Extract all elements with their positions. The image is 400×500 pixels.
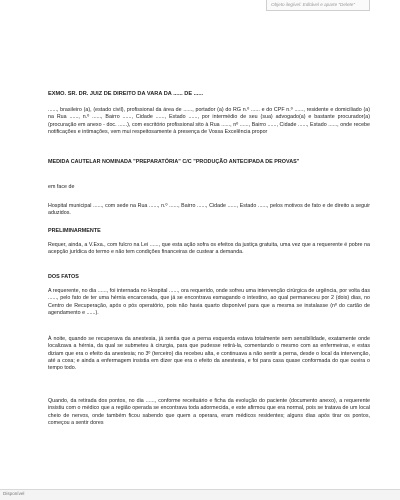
facts-title: DOS FATOS	[48, 274, 79, 280]
facts-paragraph-2: À noite, quando se recuperava da anestesia, já sentia que a perna esquerda estava totalmente sem sensibilidade, exatamente onde localizava a hérnia, da qual se submeteu à cirurgia, para que pudesse retirá-la, comentando o mesmo com as enfermeiras, e estas diziam que era o efeito da anestesia; no 3º (terceiro) dia recebeu alta, e continuava a não sentir a perna, desde o local da intervenção, até a coxa; e ainda a enfermagem insistia em dizer que era o efeito da anestesia, e foi para casa quase conformada do que ouvira o tempo todo.	[48, 336, 370, 372]
status-label: Disponível	[3, 491, 25, 496]
document-page	[48, 0, 370, 488]
action-title: MEDIDA CAUTELAR NOMINADA "PREPARATÓRIA" C/C "PRODUÇÃO ANTECIPADA DE PROVAS"	[48, 159, 300, 165]
preliminary-paragraph: Requer, ainda, a V.Exa., com fulcro na Lei ......, que esta ação sofra os efeitos da justiça gratuita, uma vez que a requerente é pobre na acepção jurídica do termo e não tem condições financeiras de custear a demanda.	[48, 242, 370, 256]
addressee-heading: EXMO. SR. DR. JUIZ DE DIREITO DA VARA DA ...... DE ......	[48, 91, 204, 97]
comment-text: Objeto ilegível: Editável e aparte "Delete"	[271, 2, 355, 7]
against-text: em face de	[48, 184, 75, 190]
facts-paragraph-3: Quando, da retirada dos pontos, no dia ......, conforme receituário e ficha da evolução do paciente (documento anexo), a requerente insistiu com o médico que a região operada se encontrava toda adormecida, e este afirmou que era normal, pois se tratava de um local cheio de nervos, onde também ficou sabendo que quem a operara, eram médicos residentes; alguns dias após tirar os pontos, começou a sentir dores	[48, 398, 370, 426]
preliminary-title: PRELIMINARMENTE	[48, 228, 101, 234]
facts-paragraph-1: A requerente, no dia ......, foi internada no Hospital ......, ora requerido, onde sofreu uma intervenção cirúrgica de urgência, por volta das ......, pelo fato de ter uma hérnia encarcerada, que já se encontrava esmagando o intestino, ao qual permaneceu por 2 (dois) dias, no Centro de Recuperação, após o pós operatório, pois não havia quarto disponível para que a mesma se instalasse (nº do cartão de agendamento e ......).	[48, 288, 370, 316]
defendant-paragraph: Hospital municipal ......, com sede na Rua ......, n.º ......, Bairro ......, Cidade ......, Estado ......, pelos motivos de fato e de direito a seguir aduzidos.	[48, 203, 370, 217]
status-bar	[0, 489, 400, 500]
intro-paragraph: ......, brasileiro (a), (estado civil), profissional da área de ......, portador (a) do RG n.º ...... e do CPF n.º ......, residente e domiciliado (a) na Rua ......, n.º ......, Bairro ......, Cidade ......, Estado ......, por intermédio de seu (sua) advogado(a) e bastante procurador(a) (procuração em anexo - doc. ......), com escritório profissional sito à Rua ......, nº ......, Bairro ......, Cidade ......, Estado ......, onde recebe notificações e intimações, vem mui respeitosamente à presença de Vossa Excelência propor	[48, 107, 370, 135]
